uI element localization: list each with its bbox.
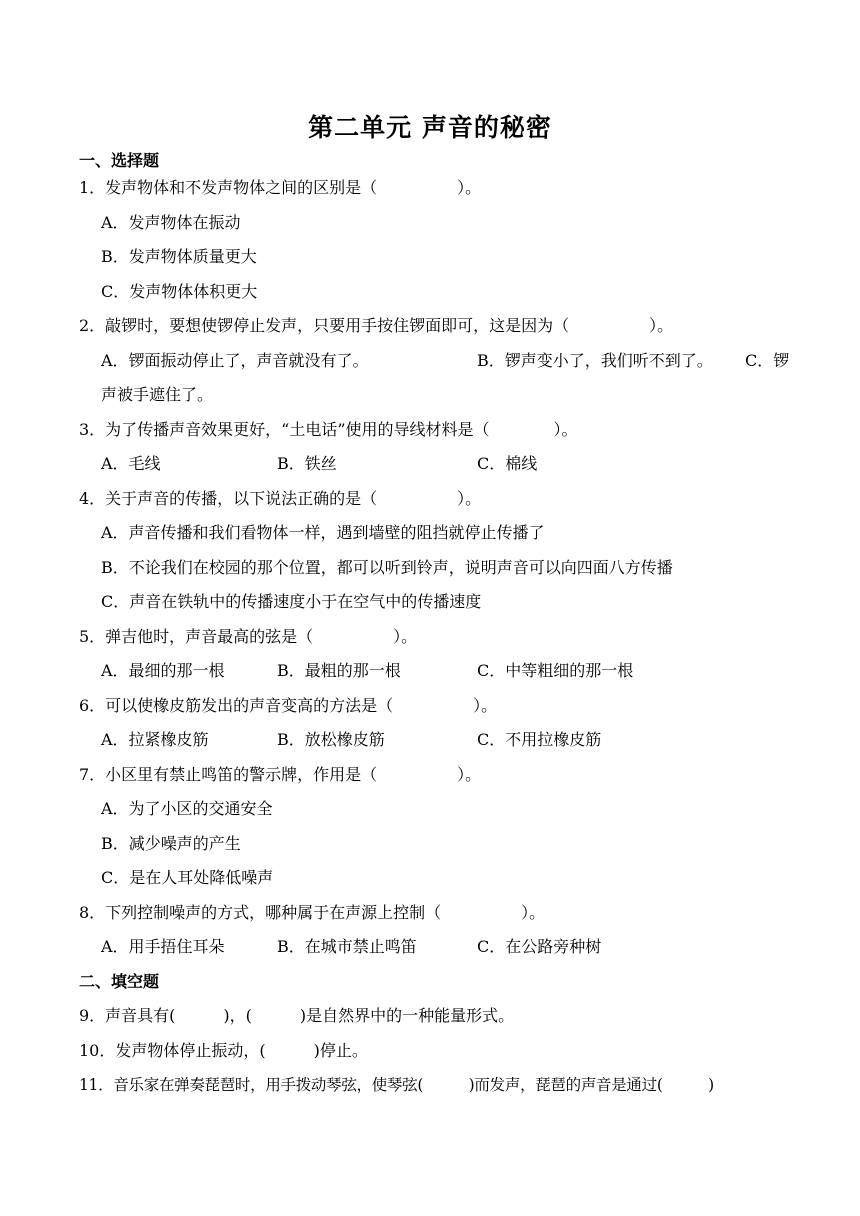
q7-option-b: B．减少噪声的产生 [101,834,241,853]
question-1: 1．发声物体和不发声物体之间的区别是（ ）。 [79,178,482,197]
q8-option-c: C．在公路旁种树 [477,937,602,956]
question-11: 11．音乐家在弹奏琵琶时，用手拨动琴弦，使琴弦( )而发声，琵琶的声音是通过( ) [79,1076,714,1094]
q3-option-c: C．棉线 [477,454,538,473]
q7-option-c: C．是在人耳处降低噪声 [101,868,274,887]
question-6: 6．可以使橡皮筋发出的声音变高的方法是（ ）。 [79,696,498,715]
section-heading-fill: 二、填空题 [79,972,160,991]
q4-option-c: C．声音在铁轨中的传播速度小于在空气中的传播速度 [101,592,482,611]
q8-option-b: B．在城市禁止鸣笛 [277,937,417,956]
question-2: 2．敲锣时，要想使锣停止发声，只要用手按住锣面即可，这是因为（ ）。 [79,316,674,335]
q6-option-b: B．放松橡皮筋 [277,730,385,749]
q2-option-c: C．锣 [745,351,790,370]
q4-option-b: B．不论我们在校园的那个位置，都可以听到铃声，说明声音可以向四面八方传播 [101,558,673,577]
q6-option-c: C．不用拉橡皮筋 [477,730,602,749]
q3-option-b: B．铁丝 [277,454,337,473]
question-7: 7．小区里有禁止鸣笛的警示牌，作用是（ ）。 [79,765,482,784]
question-4: 4．关于声音的传播，以下说法正确的是（ ）。 [79,489,482,508]
q1-option-a: A．发声物体在振动 [101,213,241,232]
q6-option-a: A．拉紧橡皮筋 [101,730,209,749]
q4-option-a: A．声音传播和我们看物体一样，遇到墙壁的阻挡就停止传播了 [101,523,545,542]
q5-option-c: C．中等粗细的那一根 [477,661,634,680]
q1-option-c: C．发声物体体积更大 [101,282,258,301]
q7-option-a: A．为了小区的交通安全 [101,799,273,818]
q8-option-a: A．用手捂住耳朵 [101,937,225,956]
q5-option-b: B．最粗的那一根 [277,661,401,680]
question-9: 9．声音具有( )，( )是自然界中的一种能量形式。 [79,1006,515,1025]
q2-option-b: B．锣声变小了，我们听不到了。 [477,351,713,370]
q3-option-a: A．毛线 [101,454,161,473]
q5-option-a: A．最细的那一根 [101,661,225,680]
question-3: 3．为了传播声音效果更好，“土电话”使用的导线材料是（ ）。 [79,420,578,439]
question-8: 8．下列控制噪声的方式，哪种属于在声源上控制（ ）。 [79,903,546,922]
question-10: 10．发声物体停止振动，( )停止。 [79,1041,368,1060]
q2-option-c-wrap: 声被手遮住了。 [101,385,214,404]
page-title: 第二单元 声音的秘密 [308,113,552,142]
q2-option-a: A．锣面振动停止了，声音就没有了。 [101,351,369,370]
q1-option-b: B．发声物体质量更大 [101,247,257,266]
section-heading-choice: 一、选择题 [79,151,160,170]
question-5: 5．弹吉他时，声音最高的弦是（ ）。 [79,627,418,646]
